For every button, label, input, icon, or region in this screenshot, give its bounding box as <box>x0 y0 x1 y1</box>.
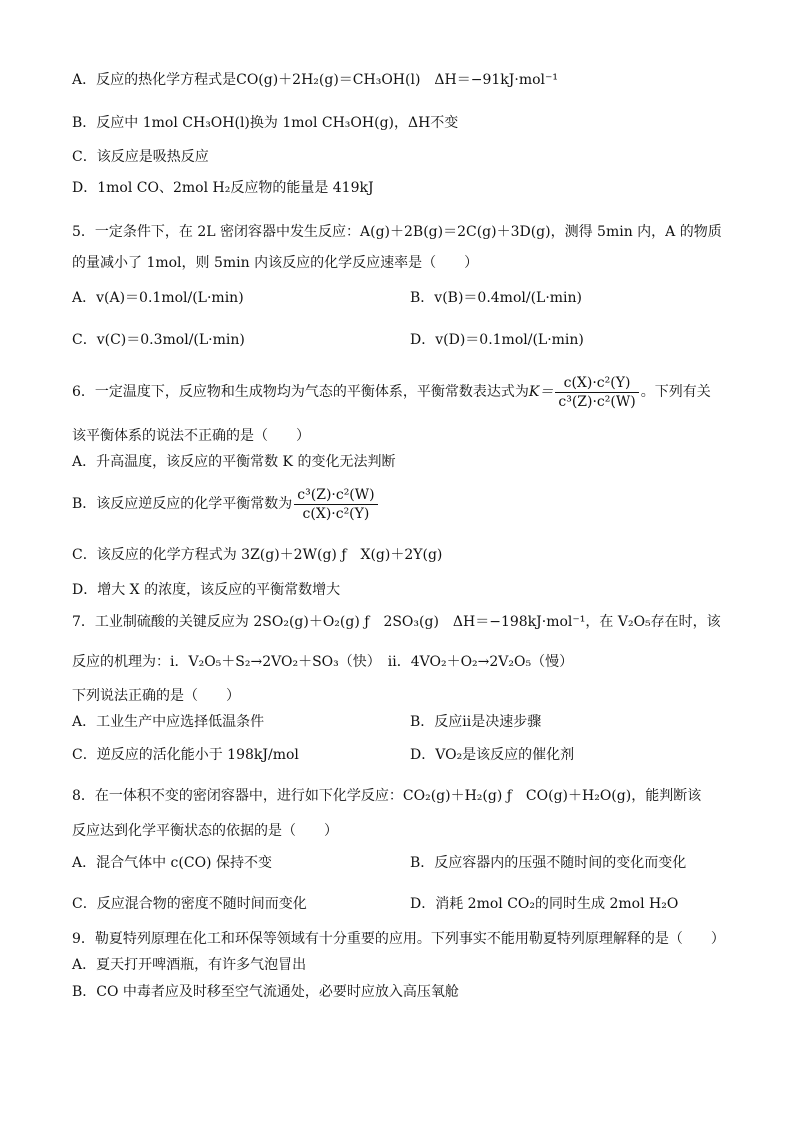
q5-option-c: C．v(C)＝0.3mol/(L·min) <box>72 332 245 348</box>
q6-option-b-numerator: c³(Z)·c²(W) <box>294 486 377 505</box>
q4-option-a: A．反应的热化学方程式是CO(g)＋2H₂(g)＝CH₃OH(l) ΔH＝−91kJ·mol⁻¹ <box>72 72 559 88</box>
q8-stem-line1: 8．在一体积不变的密闭容器中，进行如下化学反应：CO₂(g)＋H₂(g) ƒ CO(g)＋H₂O(g)，能判断该 <box>72 788 702 804</box>
q7-stem-line2: 反应的机理为：ⅰ．V₂O₅＋S₂→2VO₂＋SO₃（快） ⅱ．4VO₂＋O₂→2V₂O₅（慢） <box>72 654 574 670</box>
q9-option-b: B．CO 中毒者应及时移至空气流通处，必要时应放入高压氧舱 <box>72 984 459 1000</box>
q7-option-a: A．工业生产中应选择低温条件 <box>72 714 265 730</box>
q8-option-b: B．反应容器内的压强不随时间的变化而变化 <box>410 855 687 871</box>
q8-option-c: C．反应混合物的密度不随时间而变化 <box>72 896 307 912</box>
q6-stem-text: 6．一定温度下，反应物和生成物均为气态的平衡体系，平衡常数表达式为 <box>72 384 529 400</box>
q6-option-b <box>72 482 380 526</box>
q6-stem-line1 <box>72 370 711 414</box>
q7-option-c: C．逆反应的活化能小于 198kJ/mol <box>72 747 299 763</box>
q9-stem: 9．勒夏特列原理在化工和环保等领域有十分重要的应用。下列事实不能用勒夏特列原理解释的是（ ） <box>72 931 725 947</box>
q6-stem-line2: 该平衡体系的说法不正确的是（ ） <box>72 428 310 444</box>
q6-option-c: C．该反应的化学方程式为 3Z(g)＋2W(g) ƒ X(g)＋2Y(g) <box>72 547 443 563</box>
q7-stem-line3: 下列说法正确的是（ ） <box>72 688 240 704</box>
q5-stem-line1: 5．一定条件下，在 2L 密闭容器中发生反应：A(g)＋2B(g)＝2C(g)＋3D(g)，测得 5min 内，A 的物质 <box>72 224 722 240</box>
q6-option-a: A．升高温度，该反应的平衡常数 K 的变化无法判断 <box>72 454 396 470</box>
q5-option-b: B．v(B)＝0.4mol/(L·min) <box>410 290 583 306</box>
q5-stem-line2: 的量减小了 1mol，则 5min 内该反应的化学反应速率是（ ） <box>72 255 479 271</box>
q7-stem-line1: 7．工业制硫酸的关键反应为 2SO₂(g)＋O₂(g) ƒ 2SO₃(g) ΔH＝−198kJ·mol⁻¹，在 V₂O₅存在时，该 <box>72 614 721 630</box>
q7-option-b: B．反应ⅱ是决速步骤 <box>410 714 542 730</box>
q8-option-d: D．消耗 2mol CO₂的同时生成 2mol H₂O <box>410 896 679 912</box>
q6-k-fraction <box>555 374 638 411</box>
q6-option-b-denominator: c(X)·c²(Y) <box>302 505 370 522</box>
q9-option-a: A．夏天打开啤酒瓶，有许多气泡冒出 <box>72 957 307 973</box>
q6-option-b-fraction <box>294 486 377 523</box>
q6-stem-tail: 。下列有关 <box>640 384 711 400</box>
q4-option-d: D．1mol CO、2mol H₂反应物的能量是 419kJ <box>72 180 374 196</box>
q6-option-d: D．增大 X 的浓度，该反应的平衡常数增大 <box>72 582 341 598</box>
q5-option-d: D．v(D)＝0.1mol/(L·min) <box>410 332 584 348</box>
q4-option-b: B．反应中 1mol CH₃OH(l)换为 1mol CH₃OH(g)，ΔH不变 <box>72 115 459 131</box>
q5-option-a: A．v(A)＝0.1mol/(L·min) <box>72 290 244 306</box>
q8-stem-line2: 反应达到化学平衡状态的依据的是（ ） <box>72 823 338 839</box>
q7-option-d: D．VO₂是该反应的催化剂 <box>410 747 575 763</box>
q6-option-b-text: B．该反应逆反应的化学平衡常数为 <box>72 496 293 512</box>
q8-option-a: A．混合气体中 c(CO) 保持不变 <box>72 855 272 871</box>
q6-k-label: K＝ <box>528 384 554 400</box>
q4-option-c: C．该反应是吸热反应 <box>72 149 209 165</box>
q6-k-numerator: c(X)·c²(Y) <box>555 374 638 393</box>
q6-k-denominator: c³(Z)·c²(W) <box>558 393 636 410</box>
